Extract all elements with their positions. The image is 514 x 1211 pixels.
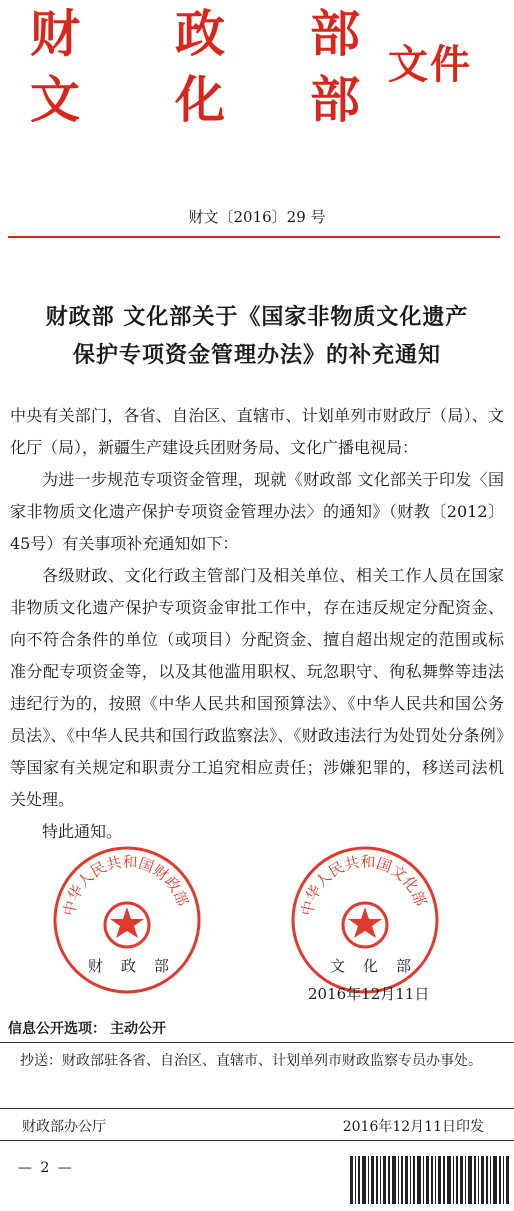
info-disclosure <box>4 1018 514 1038</box>
header-char: 化 <box>175 71 225 129</box>
header-char: 部 <box>310 5 360 63</box>
seal-label-finance: 财政部 <box>88 957 188 975</box>
signing-date: 2016年12月11日 <box>308 985 430 1003</box>
title-line-1: 财政部 文化部关于《国家非物质文化遗产 <box>45 304 469 330</box>
header-char: 财 <box>30 5 80 63</box>
seal-ring-text: 中华人民共和国财政部 <box>59 852 192 918</box>
footer-rule-bottom <box>0 1140 514 1141</box>
cc-block <box>20 1046 504 1076</box>
header-char: 部 <box>310 71 360 129</box>
info-label: 信息公开选项： <box>8 1021 106 1037</box>
barcode-icon <box>350 1156 510 1204</box>
paragraph-1: 为进一步规范专项资金管理，现就《财政部 文化部关于印发〈国家非物质文化遗产保护专项资金管理办法〉的通知》（财教〔2012〕45号）有关事项补充通知如下： <box>10 470 504 553</box>
header-char: 政 <box>175 5 225 63</box>
footer-rule-middle <box>0 1108 514 1109</box>
closing: 特此通知。 <box>42 822 123 841</box>
addressee: 中央有关部门，各省、自治区、直辖市、计划单列市财政厅（局）、文化厅（局），新疆生产建设兵团财务局、文化广播电视局： <box>10 406 504 457</box>
header-char: 文 <box>30 71 80 129</box>
footer-rule-top <box>0 1042 514 1043</box>
title-line-2: 保护专项资金管理办法》的补充通知 <box>72 342 441 368</box>
seal-ring-text: 中华人民共和国文化部 <box>297 852 430 918</box>
header-suffix: 文件 <box>388 42 472 88</box>
cc-text: 财政部驻各省、自治区、直辖市、计划单列市财政监察专员办事处。 <box>62 1053 482 1069</box>
paragraph-2: 各级财政、文化行政主管部门及相关单位、相关工作人员在国家非物质文化遗产保护专项资金审批工作中，存在违反规定分配资金、向不符合条件的单位（或项目）分配资金、擅自超出规定的范围或标准分配专项资金等，以及其他滥用职权、玩忽职守、徇私舞弊等违法违纪行为的，按照《中华人民共和国预算法》、《中华人民共和国公务员法》、《中华人民共和国行政监察法》、《财政违法行为处罚处分条例》等国家有关规定和职责分工追究相应责任；涉嫌犯罪的，移送司法机关处理。 <box>10 566 504 809</box>
document-number: 财文〔2016〕29 号 <box>188 208 326 226</box>
info-value: 主动公开 <box>110 1021 166 1037</box>
issue-date: 2016年12月11日印发 <box>342 1119 484 1135</box>
red-divider <box>8 236 500 238</box>
seal-label-culture: 文化部 <box>330 957 430 975</box>
page-number: — 2 — <box>18 1160 74 1176</box>
body-text <box>10 400 504 848</box>
issuing-office: 财政部办公厅 <box>22 1119 106 1135</box>
cc-label: 抄送： <box>20 1053 62 1069</box>
